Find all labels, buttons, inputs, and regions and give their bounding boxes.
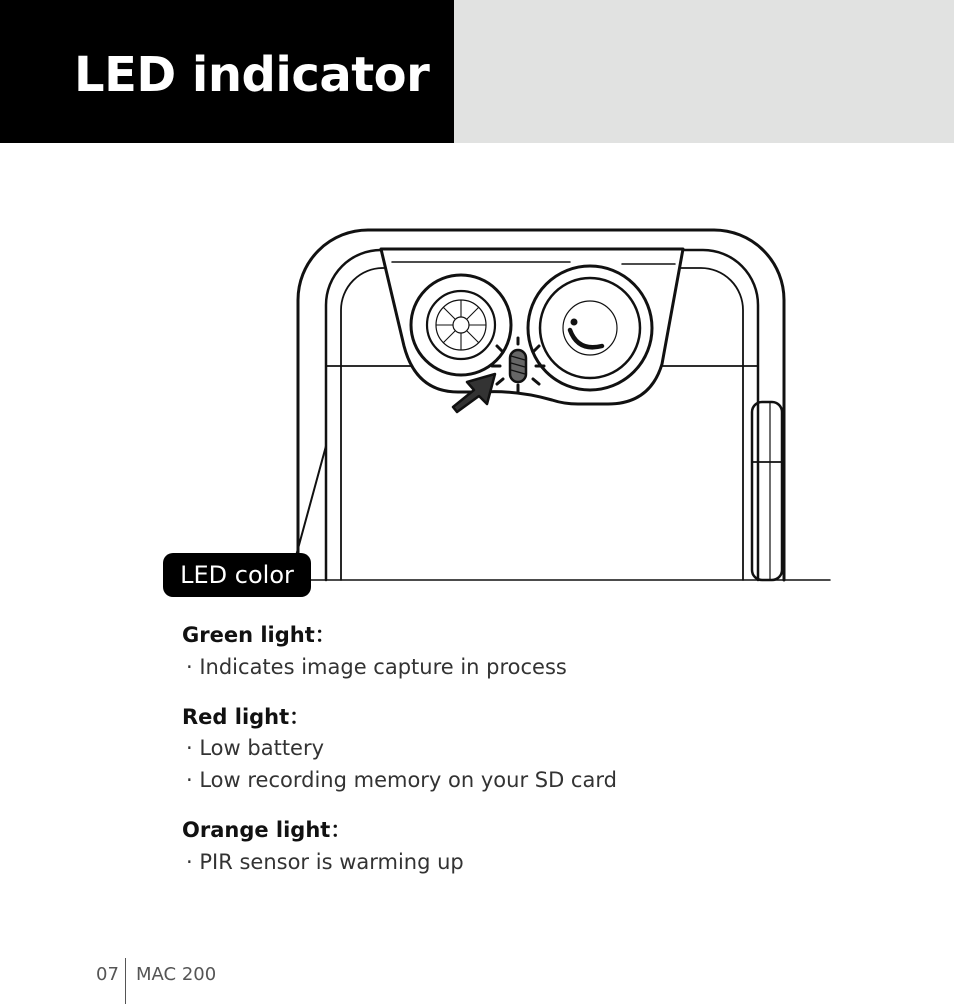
green-light-heading: Green light： <box>182 623 336 647</box>
model-name: MAC 200 <box>136 964 217 985</box>
led-color-label: LED color <box>163 553 311 597</box>
red-light-heading: Red light： <box>182 705 311 729</box>
page-number: 07 <box>96 964 119 985</box>
footer-divider <box>125 958 126 1004</box>
camera-device-icon <box>0 150 954 620</box>
page-title: LED indicator <box>74 47 430 103</box>
list-item: · PIR sensor is warming up <box>186 850 464 874</box>
list-item: · Indicates image capture in process <box>186 655 567 679</box>
header-accent-panel <box>454 0 954 143</box>
orange-light-heading: Orange light： <box>182 818 352 842</box>
list-item: · Low battery <box>186 736 325 760</box>
list-item: · Low recording memory on your SD card <box>186 768 617 792</box>
